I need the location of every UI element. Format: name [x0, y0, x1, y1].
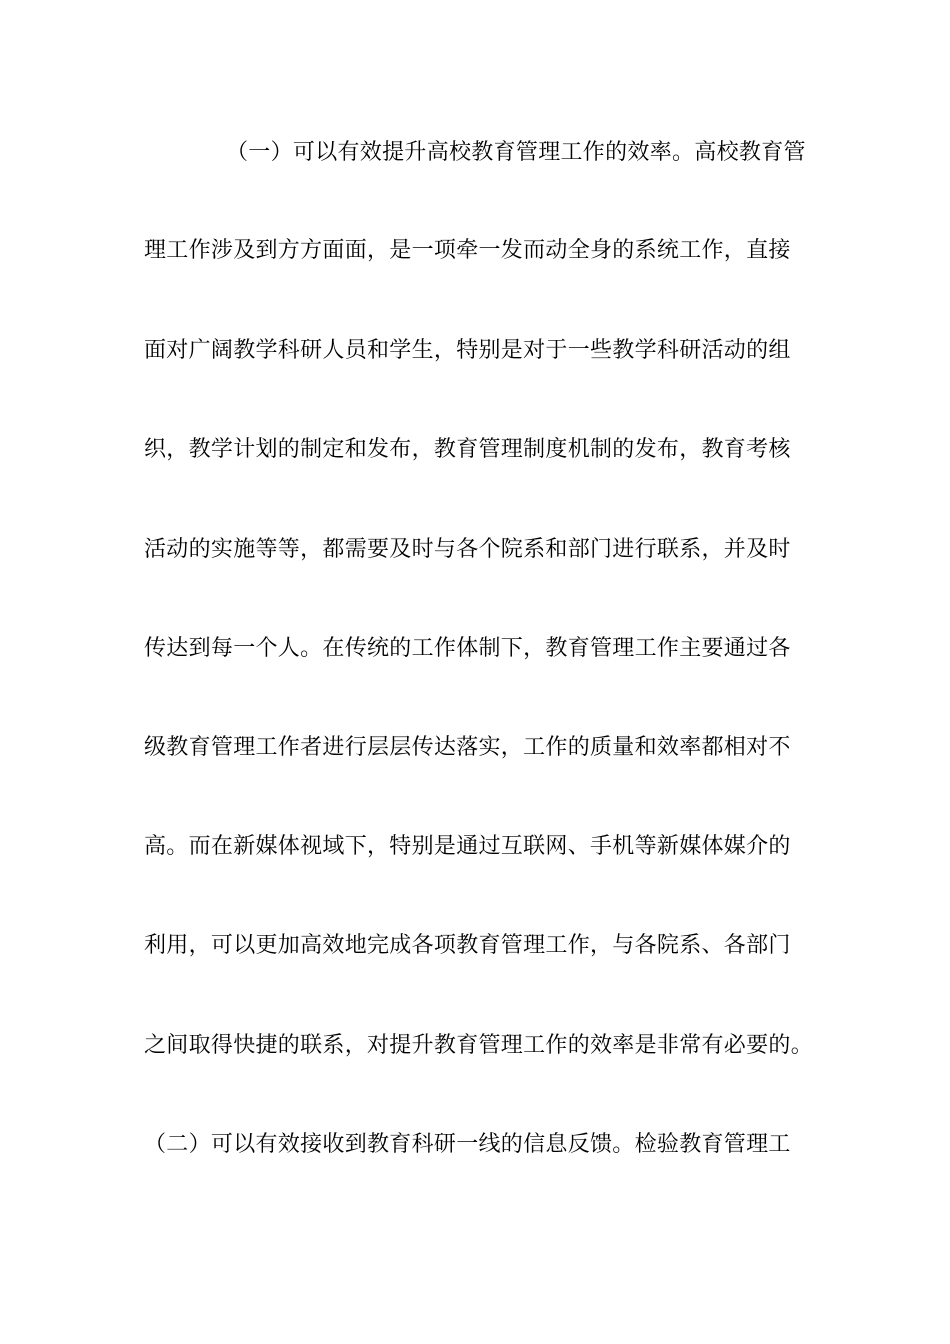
paragraph-1-line-1: （一）可以有效提升高校教育管理工作的效率。高校教育管: [226, 140, 806, 165]
paragraph-1-line-8: 高。而在新媒体视域下，特别是通过互联网、手机等新媒体媒介的: [144, 834, 791, 859]
paragraph-1-line-7: 级教育管理工作者进行层层传达落实，工作的质量和效率都相对不: [144, 735, 791, 760]
paragraph-1-line-4: 织，教学计划的制定和发布，教育管理制度机制的发布，教育考核: [144, 437, 791, 462]
paragraph-2-line-1: （二）可以有效接收到教育科研一线的信息反馈。检验教育管理工: [144, 1132, 791, 1157]
paragraph-1-line-2: 理工作涉及到方方面面，是一项牵一发而动全身的系统工作，直接: [144, 238, 791, 263]
paragraph-1-line-9: 利用，可以更加高效地完成各项教育管理工作，与各院系、各部门: [144, 933, 791, 958]
paragraph-1-line-3: 面对广阔教学科研人员和学生，特别是对于一些教学科研活动的组: [144, 338, 791, 363]
paragraph-1-line-10: 之间取得快捷的联系，对提升教育管理工作的效率是非常有必要的。: [144, 1033, 814, 1058]
paragraph-1-line-6: 传达到每一个人。在传统的工作体制下，教育管理工作主要通过各: [144, 636, 791, 661]
paragraph-1-line-5: 活动的实施等等，都需要及时与各个院系和部门进行联系，并及时: [144, 537, 791, 562]
